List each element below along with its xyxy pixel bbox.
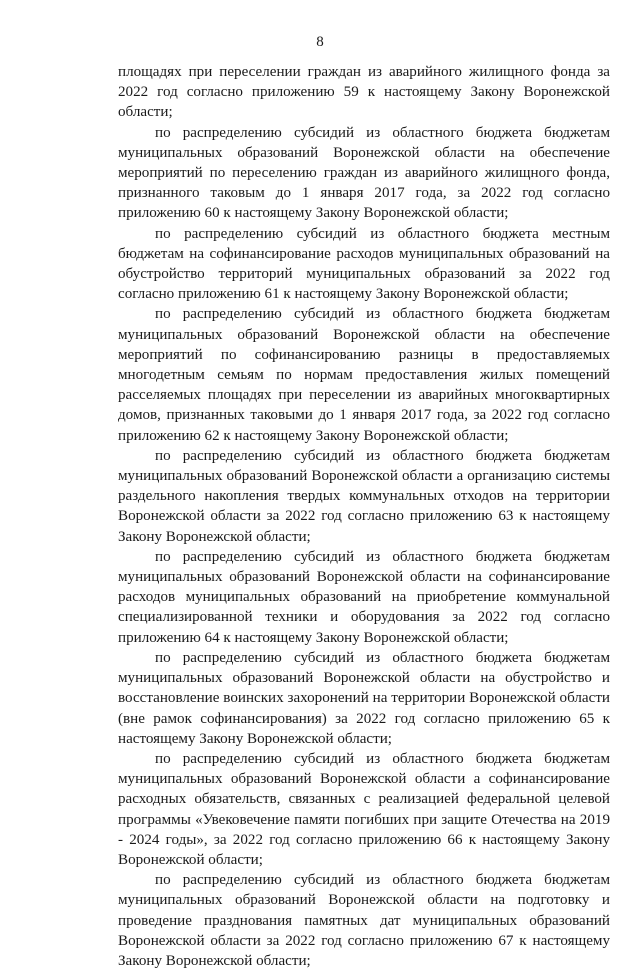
paragraph-3: по распределению субсидий из областного бюджета местным бюджетам на софинансирование расходов муниципальных образований на обустройство территорий муниципальных образований за 2022 год согласно приложению 61 к настоящему Закону Воронежской области; <box>118 225 610 303</box>
paragraph-7: по распределению субсидий из областного бюджета бюджетам муниципальных образований Воронежской области на обустройство и восстановление воинских захоронений на территории Воронежской области (вне рамок софинансирования) за 2022 год согласно приложению 65 к настоящему Закону Воронежской области; <box>118 649 610 747</box>
paragraph-2: по распределению субсидий из областного бюджета бюджетам муниципальных образований Воронежской области на обеспечение мероприятий по переселению граждан из аварийного жилищного фонда, признанного таковым до 1 января 2017 года, за 2022 год согласно приложению 60 к настоящему Закону Воронежской области; <box>118 124 610 222</box>
document-body <box>118 62 610 971</box>
paragraph-9: по распределению субсидий из областного бюджета бюджетам муниципальных образований Воронежской области на подготовку и проведение празднования памятных дат муниципальных образований Воронежской области за 2022 год согласно приложению 67 к настоящему Закону Воронежской области; <box>118 872 610 969</box>
page-number: 8 <box>316 34 324 50</box>
paragraph-6: по распределению субсидий из областного бюджета бюджетам муниципальных образований Воронежской области на софинансирование расходов муниципальных образований на приобретение коммунальной специализированной техники и оборудования за 2022 год согласно приложению 64 к настоящему Закону Воронежской области; <box>118 548 610 646</box>
paragraph-1: площадях при переселении граждан из аварийного жилищного фонда за 2022 год согласно приложению 59 к настоящему Закону Воронежской области; <box>118 64 610 121</box>
paragraph-5: по распределению субсидий из областного бюджета бюджетам муниципальных образований Воронежской области а организацию системы раздельного накопления твердых коммунальных отходов на территории Воронежской области за 2022 год согласно приложению 63 к настоящему Закону Воронежской области; <box>118 447 610 545</box>
paragraph-8: по распределению субсидий из областного бюджета бюджетам муниципальных образований Воронежской области а софинансирование расходных обязательств, связанных с реализацией федеральной целевой программы «Увековечение памяти погибших при защите Отечества на 2019 - 2024 годы», за 2022 год согласно приложению 66 к настоящему Закону Воронежской области; <box>118 750 610 868</box>
paragraph-4: по распределению субсидий из областного бюджета бюджетам муниципальных образований Воронежской области на обеспечение мероприятий по софинансированию разницы в предоставляемых многодетным семьям по нормам предоставления жилых помещений расселяемых площадях при переселении из аварийных многоквартирных домов, признанных таковыми до 1 января 2017 года, за 2022 год согласно приложению 62 к настоящему Закону Воронежской области; <box>118 306 610 444</box>
